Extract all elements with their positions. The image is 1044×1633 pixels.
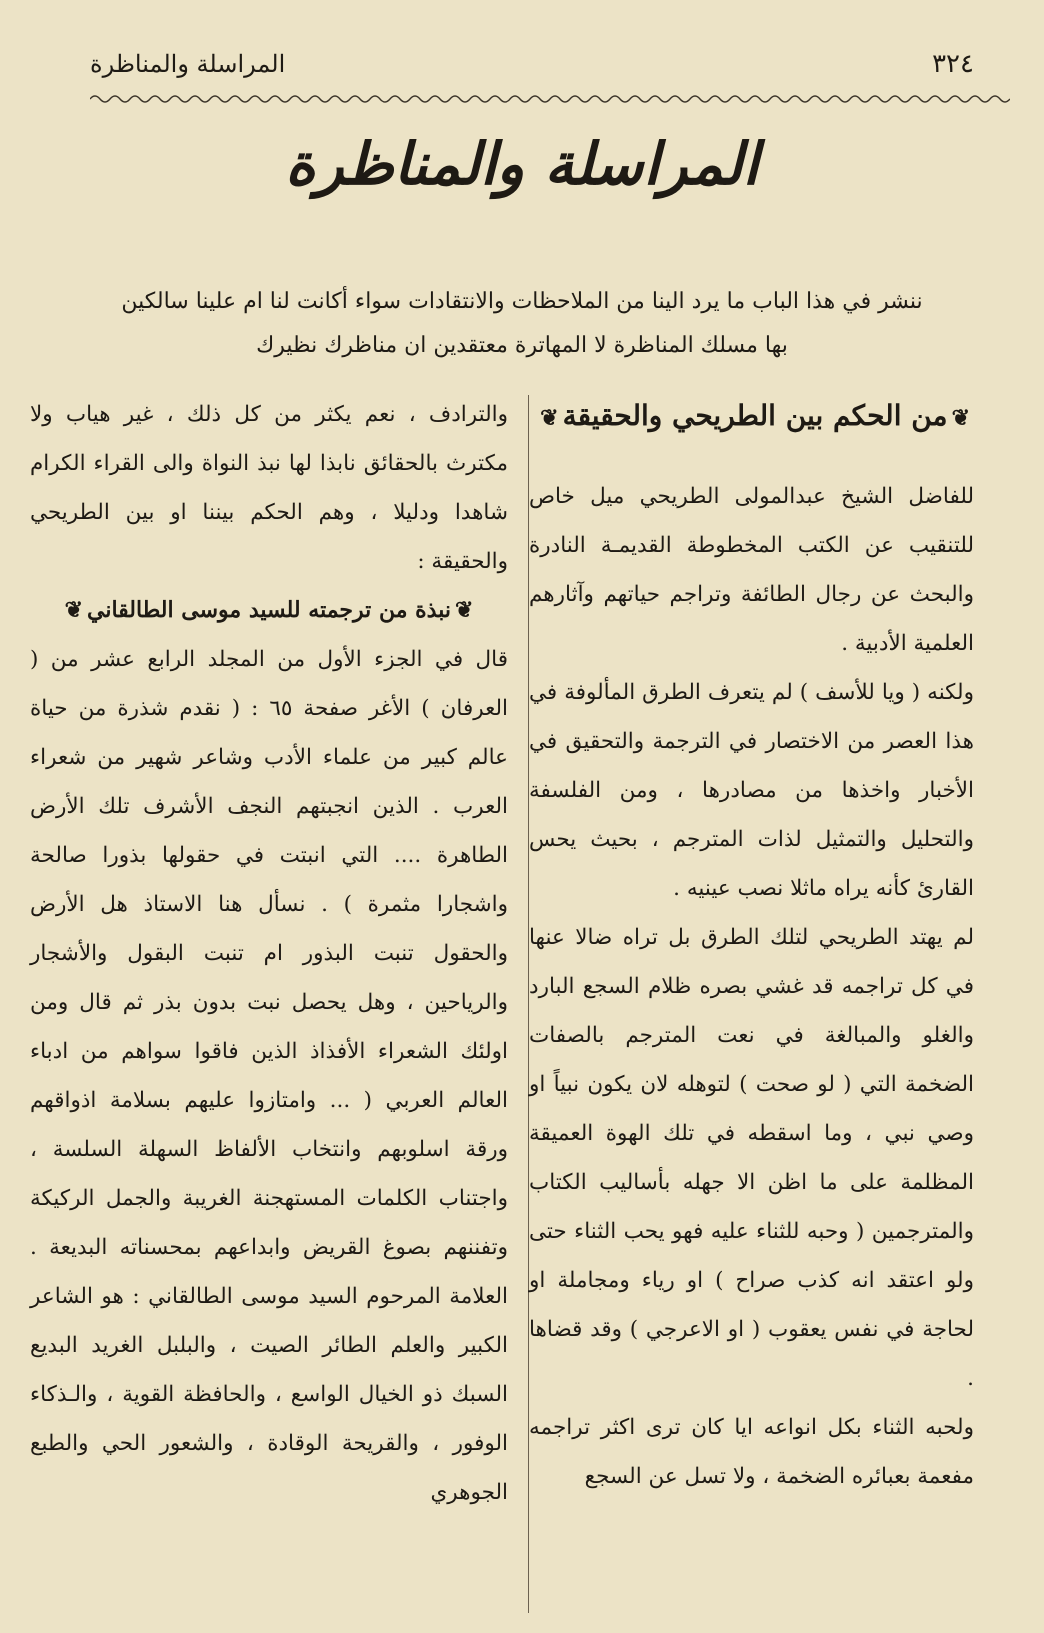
article-title-text: من الحكم بين الطريحي والحقيقة: [562, 399, 948, 432]
intro-note: [95, 280, 949, 368]
wavy-divider: [90, 92, 1010, 106]
left-column: [30, 390, 508, 1633]
page-number: ٣٢٤: [932, 49, 974, 79]
ornament-icon: ❦: [64, 597, 84, 623]
paragraph: ولحبه الثناء بكل انواعه ايا كان ترى اكثر تراجمه مفعمة بعبائره الضخمة ، ولا تسل عن السجع: [529, 1415, 974, 1489]
subheading-text: نبذة من ترجمته للسيد موسى الطالقاني: [87, 597, 451, 623]
intro-line: ننشر في هذا الباب ما يرد الينا من الملاحظات والانتقادات سواء أكانت لنا ام علينا سالكين: [121, 289, 923, 314]
paragraph: لم يهتد الطريحي لتلك الطرق بل تراه ضالا عنها في كل تراجمه قد غشي بصره ظلام السجع البارد والغلو والمبالغة في نعت المترجم بالصفات الضخمة التي ( لو صحت ) لتوهله لان يكون نبياً او وصي نبي ، وما اسقطه في تلك الهوة العميقة المظلمة على ما اظن الا جهله بأساليب الكتاب والمترجمين ( وحبه للثناء عليه فهو يحب الثناء حتى ولو اعتقد انه كذب صراح ) او رياء ومجاملة او لحاجة في نفس يعقوب ( او الاعرجي ) وقد قضاها .: [529, 925, 974, 1391]
paragraph: قال في الجزء الأول من المجلد الرابع عشر من ( العرفان ) الأغر صفحة ٦٥ : ( نقدم شذرة من حياة عالم كبير من علماء الأدب وشاعر شهير من شعراء العرب . الذين انجبتهم النجف الأشرف تلك الأرض الطاهرة .... التي انبتت في حقولها بذورا صالحة واشجارا مثمرة ) . نسأل هنا الاستاذ هل الأرض والحقول تنبت البذور ام تنبت البقول والأشجار والرياحين ، وهل يحصل نبت بدون بذر ثم قال ومن اولئك الشعراء الأفذاذ الذين فاقوا سواهم من ادباء العالم العربي ( ... وامتازوا عليهم بسلامة اذواقهم ورقة اسلوبهم وانتخاب الألفاظ السهلة السلسة ، واجتناب الكلمات المستهجنة الغريبة والجمل الركيكة وتفننهم بصوغ القريض وابداعهم بمحسناته البديعة . العلامة المرحوم السيد موسى الطالقاني : هو الشاعر الكبير والعلم الطائر الصيت ، والبلبل الغريد البديع السبك ذو الخيال الواسع ، والحافظة القوية ، والـذكاء الوفور ، والقريحة الوقادة ، والشعور الحي والطبع الجوهري: [30, 647, 508, 1505]
paragraph: ولكنه ( ويا للأسف ) لم يتعرف الطرق المألوفة في هذا العصر من الاختصار في الترجمة والتحقيق في الأخبار واخذها من مصادرها ، ومن الفلسفة والتحليل والتمثيل لذات المترجم ، بحيث يحس القارئ كأنه يراه ماثلا نصب عينيه .: [529, 680, 974, 901]
running-title: المراسلة والمناظرة: [90, 50, 286, 78]
paragraph: والترادف ، نعم يكثر من كل ذلك ، غير هياب ولا مكترث بالحقائق نابذا لها نبذ النواة والى القراء الكرام شاهدا ودليلا ، وهم الحكم بيننا او بين الطريحي والحقيقة :: [30, 402, 508, 574]
right-column: [529, 390, 974, 1633]
ornament-icon: ❦: [951, 405, 970, 431]
section-title: المراسلة والمناظرة: [285, 130, 759, 198]
subheading: [30, 586, 508, 635]
intro-line: بها مسلك المناظرة لا المهاترة معتقدين ان مناظرك نظيرك: [256, 333, 788, 358]
ornament-icon: ❦: [454, 597, 474, 623]
ornament-icon: ❦: [540, 405, 559, 431]
running-header: [90, 44, 974, 84]
article-title: [529, 390, 974, 444]
paragraph: للفاضل الشيخ عبدالمولى الطريحي ميل خاص للتنقيب عن الكتب المخطوطة القديمـة النادرة والبحث عن رجال الطائفة وتراجم حياتهم وآثارهم العلمية الأدبية .: [529, 484, 974, 656]
